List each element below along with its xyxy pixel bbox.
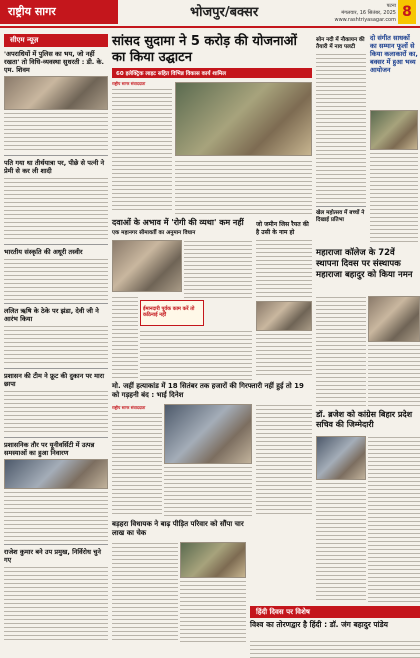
- article-body: [4, 325, 108, 365]
- article-body: [4, 177, 108, 241]
- article-body: [370, 152, 418, 242]
- article-headline: दवाओं के अभाव में 'रोगी की व्यथा' कम नहीं: [112, 218, 244, 227]
- text-lines: [180, 580, 246, 642]
- text-lines: [140, 330, 252, 380]
- article-headline: खेल महोत्सव में बच्चों ने दिखाई प्रतिभा: [316, 210, 365, 223]
- quote-text: ईमानदारी पूर्वक काम करें तो कठिनाई नहीं: [143, 306, 195, 318]
- byline: राष्ट्रीय सागर संवाददाता: [112, 405, 146, 410]
- article-subheadline: एक महानगर सीमावर्ती का अनुमान विधान: [112, 230, 196, 236]
- article-body: [368, 344, 420, 406]
- article-headline: ललित ऋषि के ठेके पर झंडा, देवी जी ने आरंभ किया: [4, 307, 99, 323]
- article-photo: [368, 296, 420, 342]
- article-headline: मो. जहीं हत्याकांड में 18 सितंबर तक हजारों की गिरफ्तारी नहीं हुई तो 19 को गड़हनी बंद : भाई दिनेश: [112, 382, 304, 399]
- divider: [316, 206, 366, 207]
- article-body: [4, 390, 108, 434]
- article-body: [4, 566, 108, 640]
- masthead-info: [335, 3, 397, 24]
- lead-body-2: [175, 160, 312, 216]
- text-lines: [112, 296, 138, 378]
- article-headline: भारतीय संस्कृति की अधूरी तस्वीर: [4, 248, 83, 256]
- text-lines: [250, 640, 420, 658]
- article-photo: [256, 301, 312, 331]
- article-body: [4, 112, 108, 152]
- lead-body: [112, 80, 172, 210]
- date: मंगलवार, 16 सितंबर, 2025: [341, 10, 396, 16]
- section-tag: सीएम न्यूज़: [4, 34, 108, 47]
- article-headline: प्रशासन की टीम ने फ्रूट की दुकान पर मारा छापा: [4, 372, 104, 388]
- edition-name: भोजपुर/बक्सर: [190, 5, 259, 20]
- article-body: [164, 466, 252, 516]
- article-body: [256, 239, 312, 299]
- article-body: [256, 404, 312, 516]
- article-body: [184, 240, 252, 298]
- article-headline: राजेश कुमार बने उप प्रमुख, निर्विरोध चुने गए: [4, 548, 101, 564]
- article-headline: डॉ. ब्रजेश को कांग्रेस बिहार प्रदेश सचिव की जिम्मेदारी: [316, 410, 413, 429]
- text-lines: [112, 542, 178, 642]
- lead-subline: 60 इलेक्ट्रिक लाइट सहित विभिन्न विकास कार्य शामिल: [112, 68, 312, 78]
- article-headline: बड़हरा विधायक ने बाढ़ पीड़ित परिवार को सौंपा चार लाख का चेक: [112, 520, 244, 537]
- article-body: [112, 296, 138, 378]
- article-headline: प्रशासनिक तौर पर यूनीवर्सिटी में उत्पन्न समस्याओं का हुआ निवारण: [4, 441, 95, 457]
- lead-photo: [175, 82, 312, 156]
- article-body: [112, 404, 162, 516]
- article-headline: सोन नदी में नौकायन की तैयारी में नाव पलटी: [316, 37, 365, 50]
- article-photo: [4, 459, 108, 489]
- article-body: [256, 333, 312, 378]
- article-photo: [112, 240, 182, 292]
- article-body: [112, 542, 178, 642]
- article-headline: जो जमीन जिस रैयत की है उसी के नाम हो: [256, 221, 309, 236]
- article-headline: 'अपराधियों में पुलिस का भय, जो नहीं रखता' तो विधि-व्यवस्था सुधरती : डी. के. एम. शिवम: [4, 50, 104, 74]
- text-lines: [316, 296, 366, 406]
- article-photo: [164, 404, 252, 464]
- lead-byline: राष्ट्रीय सागर संवाददाता: [112, 81, 146, 86]
- text-lines: [112, 412, 162, 516]
- divider: [4, 155, 108, 156]
- article-body: [316, 482, 366, 602]
- lead-headline: सांसद सुदामा ने 5 करोड़ की योजनाओं का किया उद्घाटन: [112, 34, 297, 65]
- website: www.rashtriyasagar.com: [334, 17, 396, 23]
- article-body: [316, 296, 366, 406]
- newspaper-title: राष्ट्रीय सागर: [0, 0, 118, 24]
- article-body: [112, 88, 172, 210]
- place: पटना: [386, 3, 396, 9]
- text-lines: [368, 436, 420, 602]
- quote-box: [140, 300, 204, 326]
- divider: [4, 368, 108, 369]
- narrow-column: [316, 34, 366, 244]
- article-photo: [180, 542, 246, 578]
- special-banner: हिंदी दिवस पर विशेष: [250, 606, 420, 618]
- article-body: [4, 491, 108, 541]
- divider: [4, 437, 108, 438]
- article-body: [250, 640, 420, 658]
- article-headline: महाराजा कॉलेज के 72वें स्थापना दिवस पर संस्थापक महाराजा बहादुर को किया नमन: [316, 248, 413, 280]
- masthead: [0, 0, 420, 30]
- text-lines: [256, 404, 312, 516]
- article-body: [180, 542, 246, 642]
- article-body: [140, 330, 252, 380]
- article-body: [316, 53, 366, 203]
- text-lines: [184, 240, 252, 298]
- page-number: 8: [398, 0, 416, 24]
- article-headline: पति गया था तीर्थयात्रा पर, पीछे से पत्नी ने प्रेमी से कर ली शादी: [4, 159, 105, 175]
- article-body: [175, 160, 312, 216]
- divider: [4, 303, 108, 304]
- divider: [4, 244, 108, 245]
- masthead-divider: [0, 26, 420, 28]
- divider: [4, 544, 108, 545]
- article-headline: दो संगीत साधकों का सम्मान फूलों से किया कलाकारों का, बक्सर में हुआ भव्य आयोजन: [370, 34, 418, 74]
- article-body: [4, 258, 108, 300]
- text-lines: [370, 152, 418, 242]
- article-body: [368, 436, 420, 602]
- article-photo: [316, 436, 366, 480]
- article-headline: विश्व का तोरणद्वार है हिंदी : डॉ. जंग बहादुर पांडेय: [250, 620, 388, 629]
- text-lines: [316, 482, 366, 602]
- mid-narrow-column: [256, 218, 312, 378]
- text-lines: [368, 344, 420, 406]
- text-lines: [164, 466, 252, 516]
- article-photo: [370, 110, 418, 150]
- left-column: [4, 34, 108, 640]
- article-photo: [4, 76, 108, 110]
